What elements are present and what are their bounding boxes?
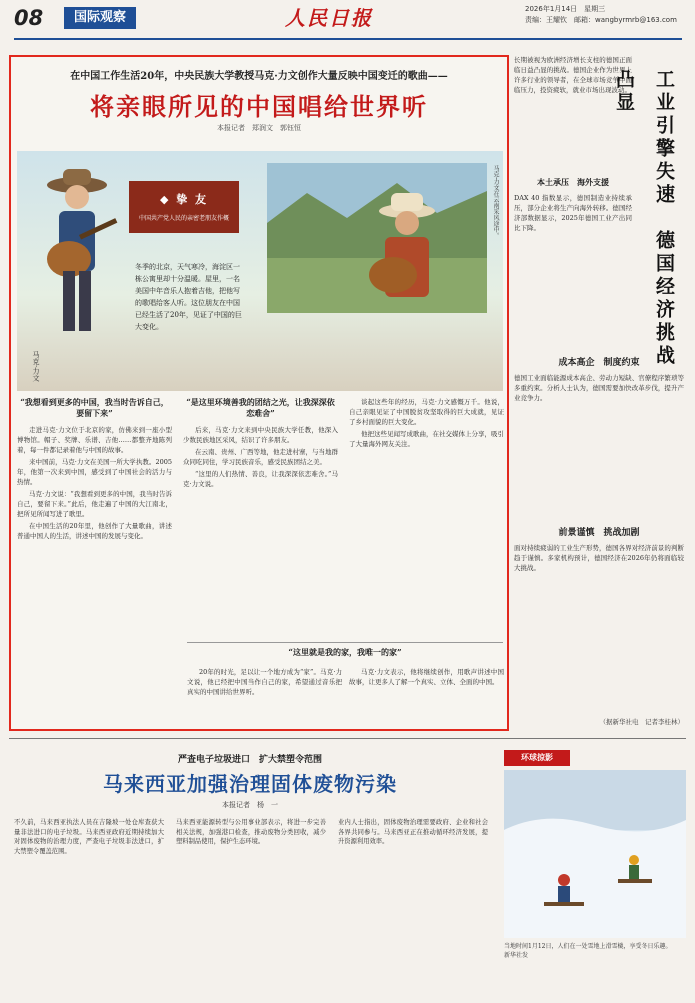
column-1-paragraph: 来中国前，马克·力文在美国一所大学执教。2005年，他第一次来到中国，感受到了中国社会的活力与热情。	[17, 458, 172, 486]
snow-scene-graphic	[504, 770, 686, 938]
column-2-paragraph: “这里的人们热情、善良，让我深深依恋难舍。”马克·力文说。	[183, 470, 338, 488]
page-number: 08	[14, 6, 44, 30]
caption-left: 马克·力文	[32, 351, 40, 382]
section-badge[interactable]: 国际观察	[64, 7, 136, 29]
feature-column-3b	[349, 667, 504, 689]
column-3b-paragraph: 马克·力文表示，他将继续创作，用歌声讲述中国故事，让更多人了解一个真实、立体、全面的中国。	[349, 668, 504, 686]
malaysia-column-1: 不久前，马来西亚执法人员在吉隆坡一处仓库查获大量非法进口的电子垃圾。马来西亚政府近期持续加大对固体废物的治理力度，严查电子垃圾非法进口，扩大禁塑令覆盖范围。	[14, 819, 164, 855]
germany-subhead-2: 成本高企 制度约束	[558, 358, 640, 368]
germany-story[interactable]	[514, 55, 686, 731]
column-3-paragraph: 他把这些见闻写成歌曲，在社交媒体上分享，吸引了大量海外网友关注。	[349, 430, 504, 448]
malaysia-headline[interactable]: 马来西亚加强治理固体废物污染	[103, 772, 397, 796]
germany-text-2: 德国工业面临能源成本高企、劳动力短缺、官僚程序繁琐等多重约束。分析人士认为，德国需要加快改革步伐，提升产业竞争力。	[514, 374, 684, 402]
poem-title: ◆ 挚 友	[159, 193, 209, 206]
column-2-heading: “是这里环境善我的团结之光，让我深深依恋难舍”	[186, 397, 335, 418]
subsection-heading: “这里就是我的家，我唯一的家”	[288, 647, 402, 657]
masthead	[0, 0, 695, 44]
editors-line: 责编：王耀钦 邮箱：wangbyrmrb@163.com	[525, 16, 677, 24]
feature-photo	[267, 163, 487, 313]
column-2-paragraph: 后来，马克·力文来到中央民族大学任教，他深入少数民族地区采风，结识了许多朋友。	[183, 426, 338, 444]
germany-signoff: （据新华社电 记者李桂林）	[599, 718, 684, 726]
malaysia-column-2: 马来西亚能源转型与公用事业部表示，将进一步完善相关法规，加强港口检查，推动废物分类回收，减少塑料制品使用，保护生态环境。	[176, 819, 326, 846]
feature-story[interactable]	[9, 55, 509, 731]
germany-text-3: 面对持续疲弱的工业生产形势，德国各界对经济前景的判断趋于谨慎。多家机构预计，德国经济在2026年仍将面临较大挑战。	[514, 544, 684, 572]
feature-column-2b	[187, 667, 342, 699]
column-1-paragraph: 在中国生活的20年里，他创作了大量歌曲，讲述普通中国人的生活，讲述中国的发展与变化。	[17, 522, 172, 540]
malaysia-column-3: 业内人士指出，固体废物治理需要政府、企业和社会各界共同参与。马来西亚正在推动循环经济发展，提升资源利用效率。	[338, 819, 488, 846]
eco-snapshot-caption: 当地时间1月12日，人们在一处雪地上滑雪橇，享受冬日乐趣。 新华社发	[504, 943, 681, 959]
feature-byline: 本报记者 郑润文 郭钰恒	[217, 124, 301, 132]
column-1-paragraph: 走进马克·力文位于北京的家，仿佛来到一座小型博物馆。帽子、奖牌、乐谱、吉他……都整齐地陈列着，每一件都记录着他与中国的故事。	[17, 426, 172, 454]
column-3-paragraph: 谈起这些年的经历，马克·力文感慨万千。他说，自己亲眼见证了中国脱贫攻坚取得的巨大成就，见证了乡村面貌的巨大变化。	[349, 398, 504, 426]
eco-snapshot-badge[interactable]: 环球掠影	[504, 750, 570, 766]
malaysia-columns	[14, 818, 488, 993]
column-1-heading: “我想看到更多的中国，我当时告诉自己，要留下来”	[20, 397, 169, 418]
caption-right: 马克·力文在云南采风途中。	[492, 165, 499, 239]
date-line: 2026年1月14日 星期三	[525, 5, 606, 13]
poem-subtitle: 中国共产党人民的亲密老朋友作概	[138, 215, 229, 222]
poem-text: 冬季的北京，天气寒冷，海淀区一栋公寓里却十分温暖。屋里，一名美国中年音乐人抱着吉他，把他写的歌唱给客人听。这位朋友在中国已经生活了20年，见证了中国的巨大变化。	[135, 263, 242, 331]
newspaper-logo: 人民日报	[285, 6, 373, 30]
subsection-rule	[187, 642, 503, 643]
malaysia-byline: 本报记者 杨 一	[222, 801, 278, 809]
feature-column-1	[17, 397, 172, 543]
column-1-paragraph: 马克·力文说：“我想看到更多的中国，我当时告诉自己，要留下来。”此后，他走遍了中国的大江南北，把所见所闻写进了歌里。	[17, 490, 172, 518]
guitar-player-illustration	[29, 163, 125, 343]
feature-column-3	[349, 397, 504, 451]
masthead-rule	[14, 38, 682, 40]
feature-column-2	[183, 397, 338, 491]
germany-subhead-3: 前景谨慎 挑战加剧	[558, 528, 640, 538]
bottom-divider	[9, 738, 686, 739]
germany-subhead-1: 本土承压 海外支援	[537, 177, 609, 187]
germany-lead: 长期被视为欧洲经济增长支柱的德国正面临日益凸显的挑战。德国企业作为世界上许多行业的领导者，在全球市场竞争中面临压力，投资疲软，就业市场出现波动。	[514, 56, 632, 94]
feature-headline[interactable]: 将亲眼所见的中国唱给世界听	[90, 92, 428, 121]
feature-kicker: 在中国工作生活20年，中央民族大学教授马克·力文创作大量反映中国变迁的歌曲——	[70, 71, 448, 82]
column-2b-paragraph: 20年的时光，足以让一个地方成为“家”。马克·力文说，他已经把中国当作自己的家，希望通过音乐把真实的中国讲给世界听。	[187, 668, 342, 696]
column-2-paragraph: 在云南、贵州、广西等地，他走进村寨，与当地群众同吃同住，学习民族音乐，感受民族团结之美。	[183, 448, 338, 466]
feature-photo-band	[17, 151, 503, 391]
photo-scene-graphic	[267, 163, 487, 313]
malaysia-kicker: 严查电子垃圾进口 扩大禁塑令范围	[177, 755, 322, 765]
masthead-meta	[525, 4, 677, 26]
germany-text-1: DAX 40 指数显示，德国制造业持续承压，部分企业将生产向海外转移。德国经济部数据显示，2025年德国工业产出同比下降。	[514, 194, 632, 232]
germany-headline[interactable]: 工业引擎失速 德国经济挑战凸显	[613, 69, 675, 368]
poem-title-box	[129, 181, 239, 233]
eco-snapshot-photo	[504, 770, 686, 938]
